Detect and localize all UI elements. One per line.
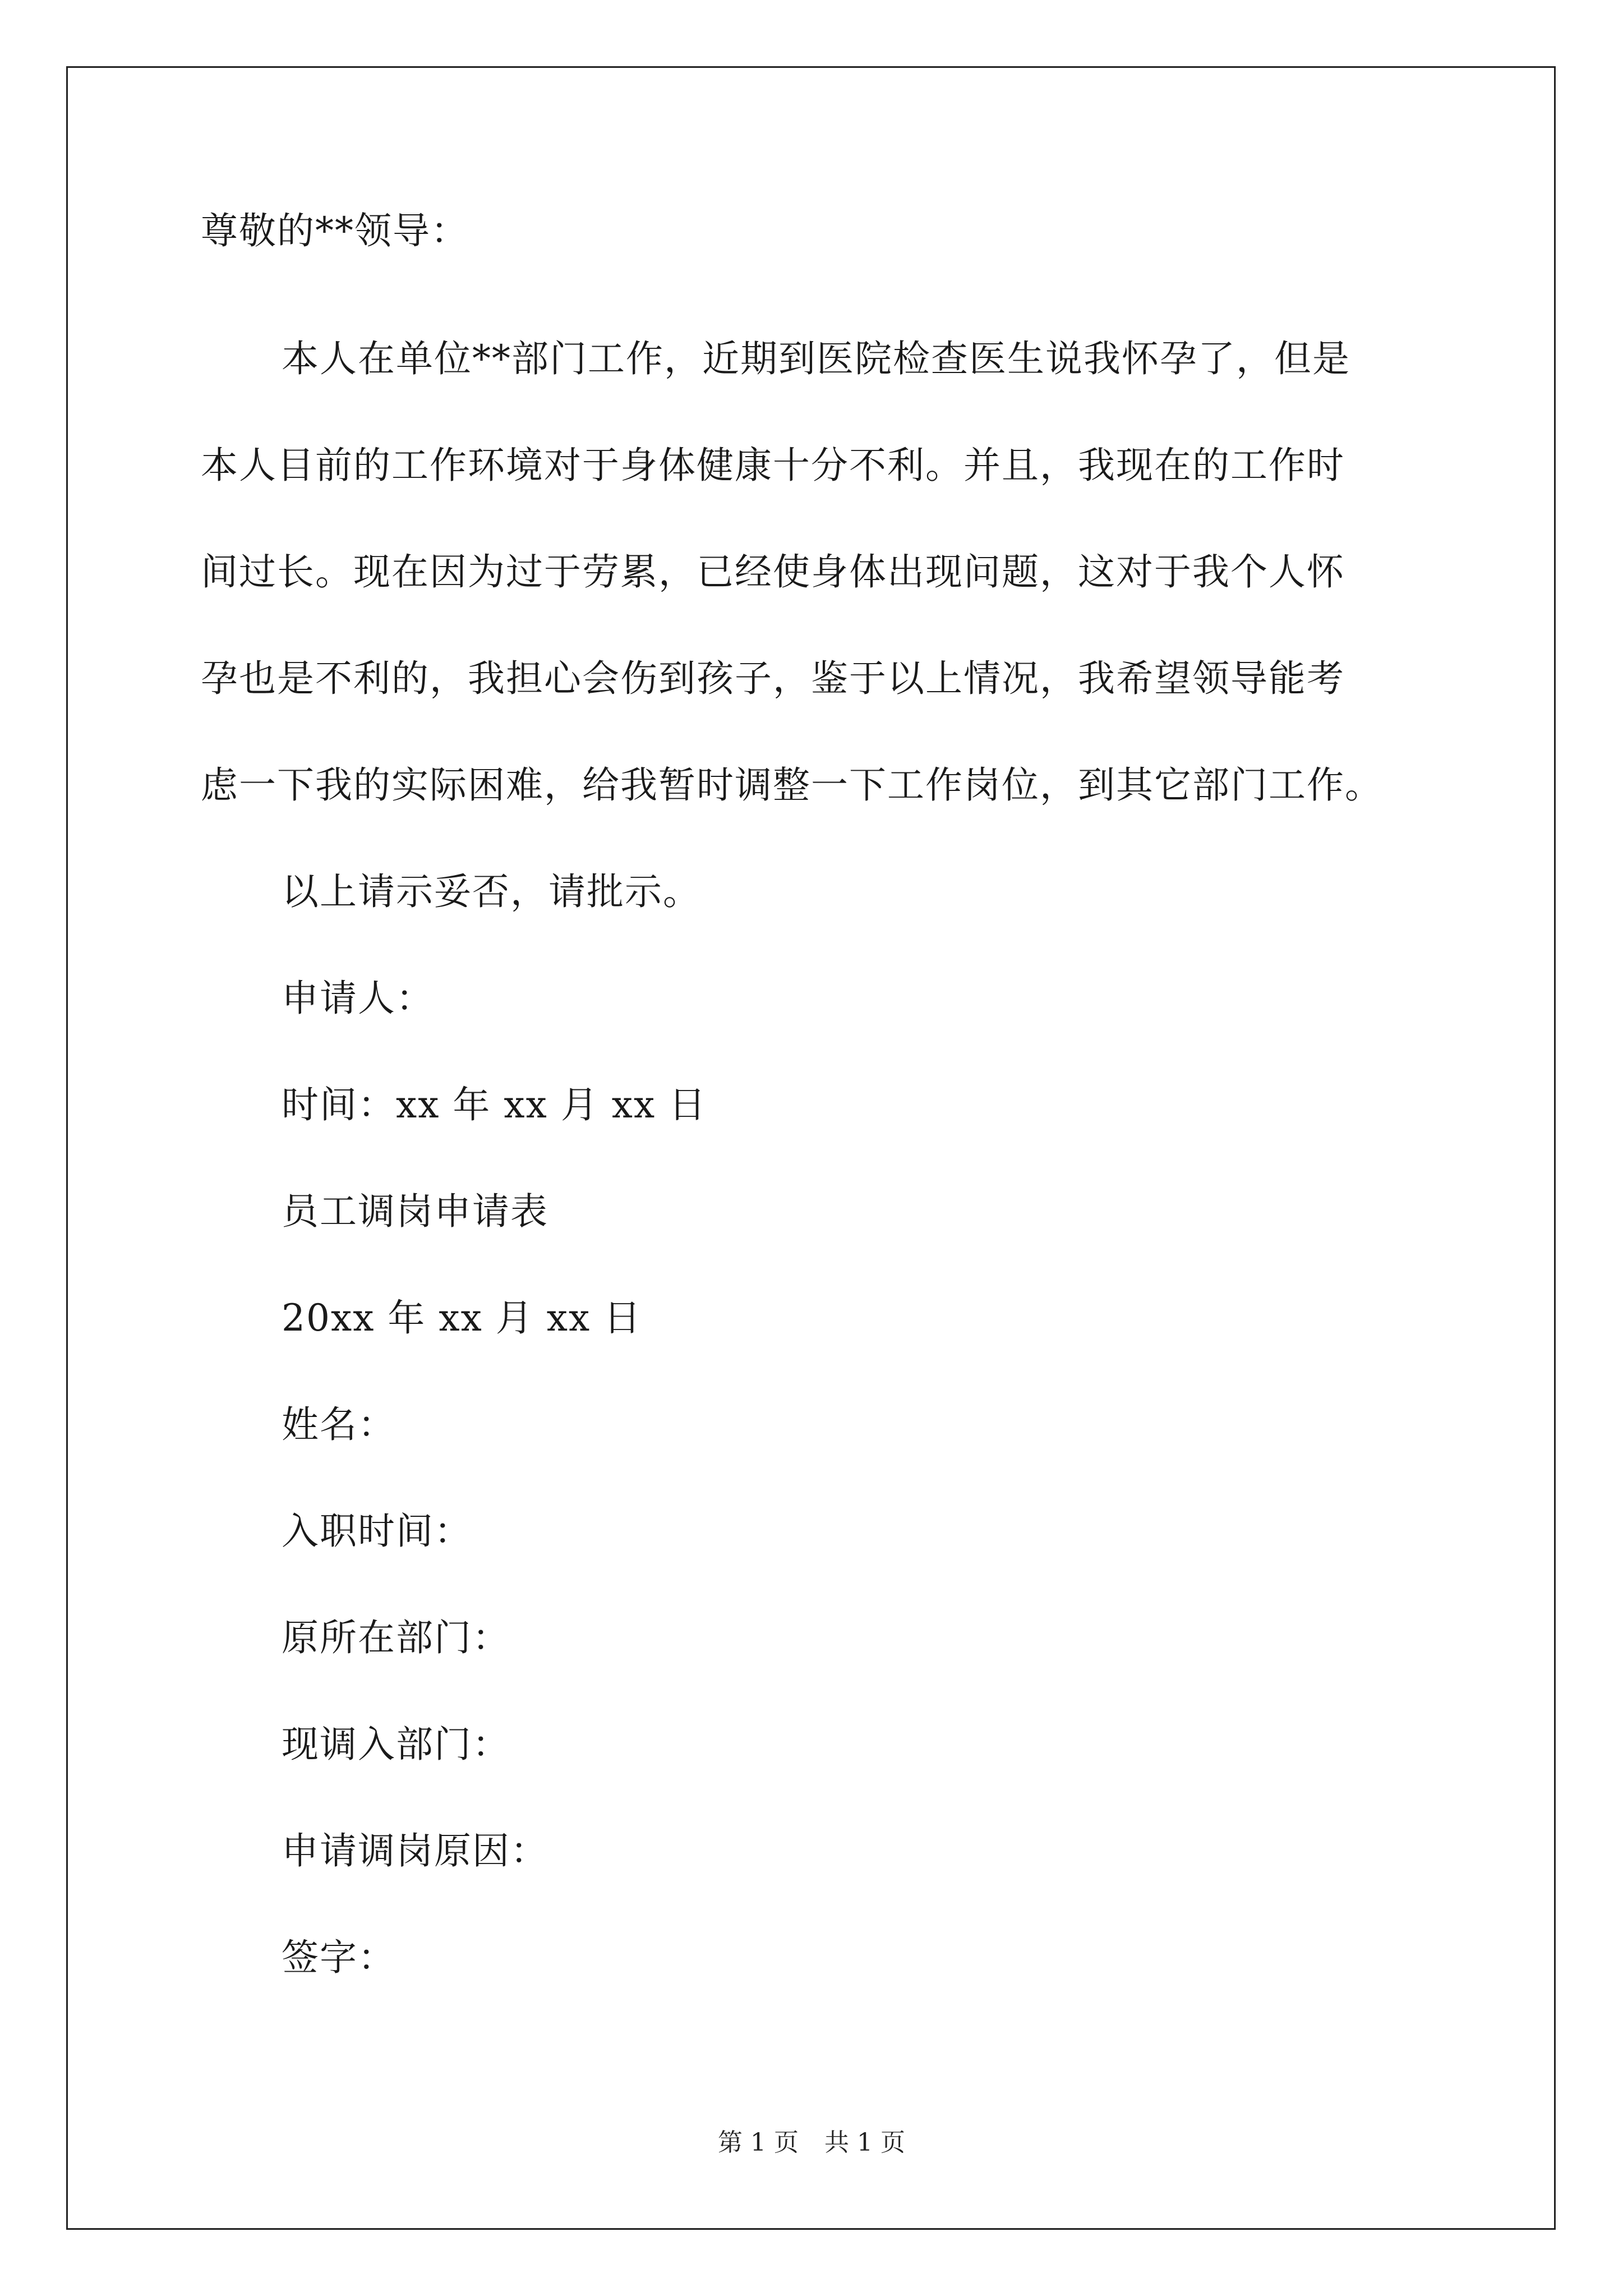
salutation: 尊敬的**领导： xyxy=(201,209,469,252)
page-number-current: 第 1 页 xyxy=(718,2128,799,2157)
applicant-label: 申请人： xyxy=(282,977,434,1020)
body-line-1: 本人在单位**部门工作，近期到医院检查医生说我怀孕了，但是 xyxy=(282,337,1350,380)
page-footer xyxy=(0,2126,1623,2160)
form-date: 20xx 年 xx 月 xx 日 xyxy=(282,1296,642,1340)
letter-date: 时间：xx 年 xx 月 xx 日 xyxy=(282,1083,707,1126)
field-new-department: 现调入部门： xyxy=(282,1723,510,1766)
body-line-2: 本人目前的工作环境对于身体健康十分不利。并且，我现在的工作时 xyxy=(201,444,1345,487)
field-hire-date: 入职时间： xyxy=(282,1510,472,1553)
page-number-total: 共 1 页 xyxy=(824,2128,905,2157)
field-transfer-reason: 申请调岗原因： xyxy=(282,1829,548,1872)
field-signature: 签字： xyxy=(282,1936,396,1979)
field-original-department: 原所在部门： xyxy=(282,1616,510,1659)
field-name: 姓名： xyxy=(282,1403,396,1446)
page-border xyxy=(66,66,1556,2230)
body-line-5: 虑一下我的实际困难，给我暂时调整一下工作岗位，到其它部门工作。 xyxy=(201,763,1383,807)
body-line-4: 孕也是不利的，我担心会伤到孩子，鉴于以上情况，我希望领导能考 xyxy=(201,657,1345,700)
closing-line: 以上请示妥否，请批示。 xyxy=(282,870,701,913)
body-line-3: 间过长。现在因为过于劳累，已经使身体出现问题，这对于我个人怀 xyxy=(201,550,1345,593)
form-title: 员工调岗申请表 xyxy=(282,1190,548,1233)
